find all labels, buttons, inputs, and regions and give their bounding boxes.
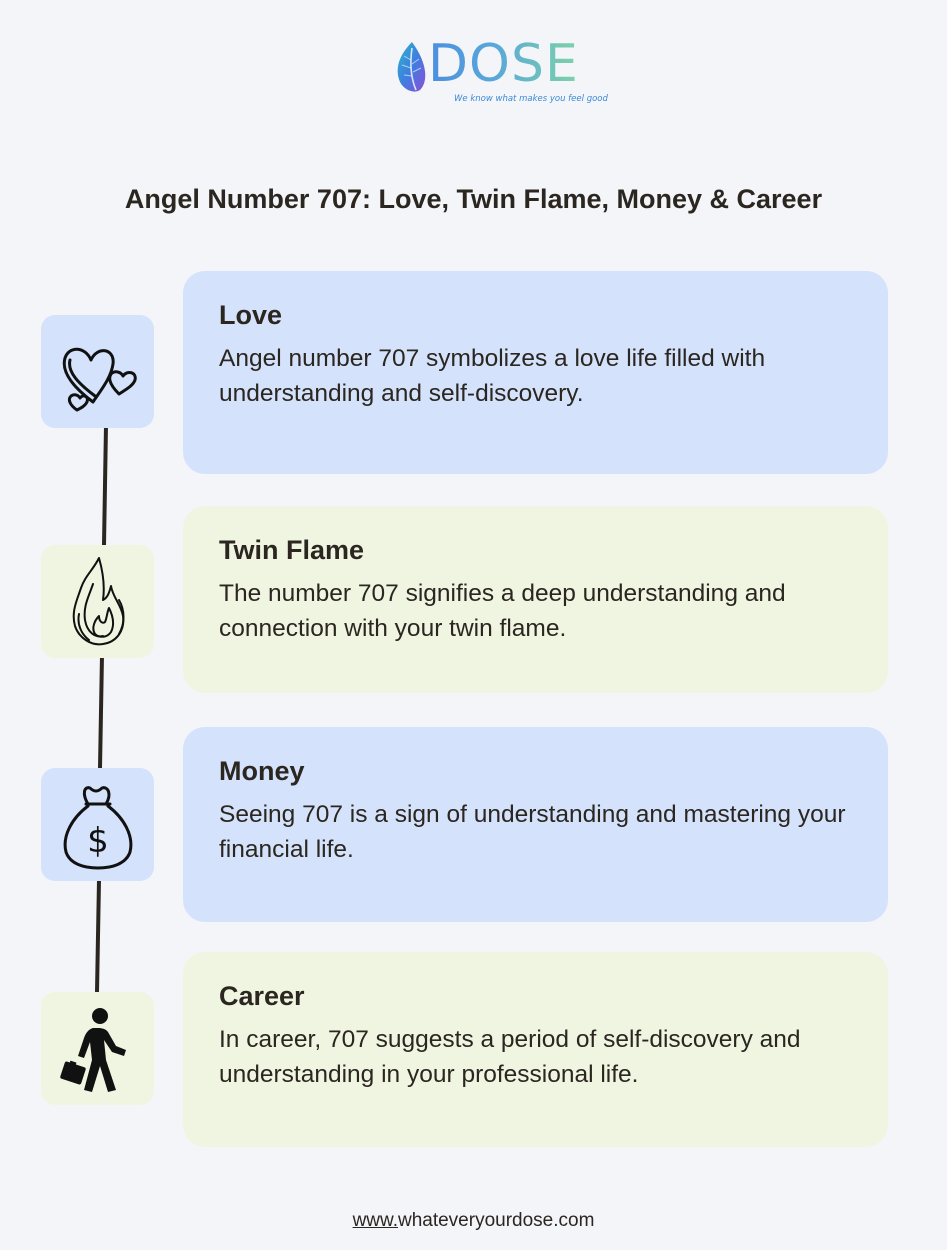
footer-link-domain[interactable]: whateveryourdose.com xyxy=(397,1210,595,1231)
page-title: Angel Number 707: Love, Twin Flame, Money & Career xyxy=(124,184,823,214)
footer-link-prefix[interactable]: www. xyxy=(352,1210,398,1231)
money-heading: Money xyxy=(219,756,305,786)
footer-link[interactable] xyxy=(0,1210,947,1232)
money-card xyxy=(183,727,888,922)
flame-icon xyxy=(63,554,133,649)
hearts-icon xyxy=(53,332,143,412)
money-icon-box xyxy=(41,768,154,881)
brand-name: DOSE xyxy=(428,34,579,94)
twin-flame-card xyxy=(183,506,888,693)
career-text: In career, 707 suggests a period of self-discovery and understanding in your professional life. xyxy=(219,1026,801,1088)
businessman-walking-icon xyxy=(58,1004,138,1094)
love-card xyxy=(183,271,888,474)
twin-flame-heading: Twin Flame xyxy=(219,535,365,565)
money-text: Seeing 707 is a sign of understanding and mastering your financial life. xyxy=(219,801,846,863)
twin-flame-text: The number 707 signifies a deep understanding and connection with your twin flame. xyxy=(219,580,786,642)
svg-text:$: $ xyxy=(86,820,109,861)
brand-logo xyxy=(392,34,612,110)
career-heading: Career xyxy=(219,981,305,1011)
money-bag-icon xyxy=(58,780,138,870)
twin-flame-icon-box xyxy=(41,545,154,658)
love-icon-box xyxy=(41,315,154,428)
leaf-icon xyxy=(392,40,432,96)
brand-tagline: We know what makes you feel good xyxy=(454,94,608,104)
love-text: Angel number 707 symbolizes a love life filled with understanding and self-discovery. xyxy=(219,345,766,407)
career-icon-box xyxy=(41,992,154,1105)
love-heading: Love xyxy=(219,300,283,330)
career-card xyxy=(183,952,888,1147)
